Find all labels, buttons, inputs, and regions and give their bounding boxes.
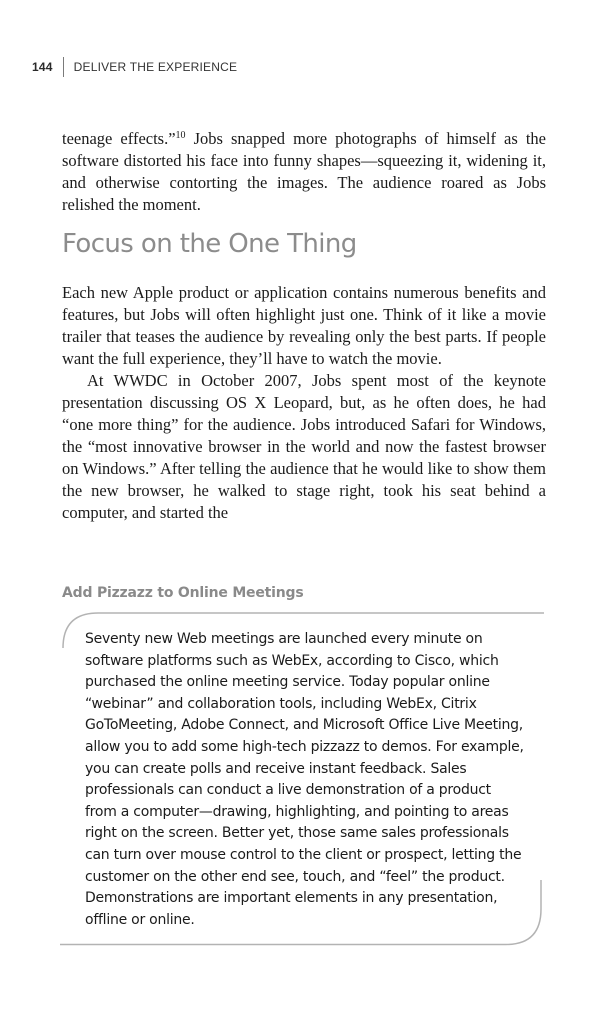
- paragraph-continued: [62, 128, 546, 216]
- sidebar-title: Add Pizzazz to Online Meetings: [62, 585, 304, 601]
- paragraph-1-rest: Jobs snapped more photographs of himself as the software distorted his face into funny shapes—squeezing it, widening it, and otherwise contorting the images. The audience roared as Jobs relished the moment.: [62, 129, 546, 214]
- sidebar-box: [60, 610, 544, 946]
- endnote-reference[interactable]: 10: [175, 130, 186, 141]
- paragraph-intro: Each new Apple product or application contains numerous benefits and features, but Jobs will often highlight just one. Think of it like a movie trailer that teases the audience by revealing only the best parts. If people want the full experience, they’ll have to watch the movie.: [62, 283, 546, 368]
- header-divider: [63, 57, 64, 77]
- running-head: [32, 57, 237, 77]
- paragraph-wwdc: At WWDC in October 2007, Jobs spent most of the keynote presentation discussing OS X Leopard, but, as he often does, he had “one more thing” for the audience. Jobs introduced Safari for Windows, the “most innovative browser in the world and now the fastest browser on Windows.” After telling the audience that he would like to show them the new browser, he walked to stage right, took his seat behind a computer, and started the: [62, 371, 546, 522]
- sidebar-text: Seventy new Web meetings are launched every minute on software platforms such as WebEx, according to Cisco, which purchased the online meeting service. Today popular online “webinar” and collaboration tools, including WebEx, Citrix GoToMeeting, Adobe Connect, and Microsoft Office Live Meeting, allow you to add some high-tech pizzazz to demos. For example, you can create polls and receive instant feedback. Sales professionals can conduct a live demonstration of a product from a computer—drawing, highlighting, and pointing to areas right on the screen. Better yet, those same sales professionals can turn over mouse control to the client or prospect, letting the customer on the other end see, touch, and “feel” the product. Demonstrations are important elements in any presentation, offline or online.: [85, 631, 524, 928]
- section-heading: Focus on the One Thing: [62, 229, 357, 259]
- page-number: 144: [32, 60, 53, 74]
- chapter-title: DELIVER THE EXPERIENCE: [73, 60, 238, 74]
- paragraph-1-text: teenage effects.”: [62, 129, 176, 148]
